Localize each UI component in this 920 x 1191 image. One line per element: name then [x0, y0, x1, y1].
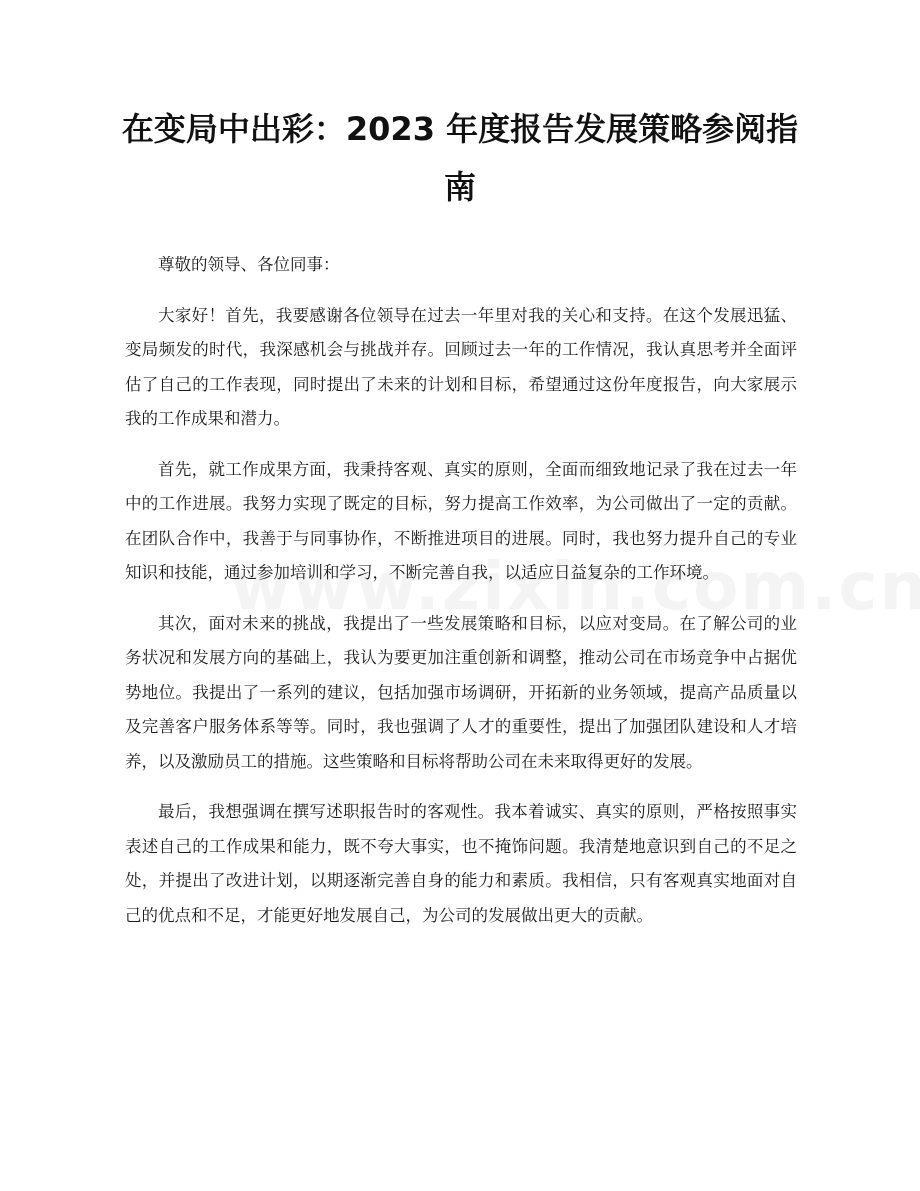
body-paragraph: 其次，面对未来的挑战，我提出了一些发展策略和目标，以应对变局。在了解公司的业务状况和发展方向的基础上，我认为要更加注重创新和调整，推动公司在市场竞争中占据优势地位。我提出了一系列的建议，包括加强市场调研，开拓新的业务领域，提高产品质量以及完善客户服务体系等等。同时，我也强调了人才的重要性，提出了加强团队建设和人才培养，以及激励员工的措施。这些策略和目标将帮助公司在未来取得更好的发展。	[125, 613, 797, 771]
body-paragraph: 大家好！首先，我要感谢各位领导在过去一年里对我的关心和支持。在这个发展迅猛、变局频发的时代，我深感机会与挑战并存。回顾过去一年的工作情况，我认真思考并全面评估了自己的工作表现，同时提出了未来的计划和目标，希望通过这份年度报告，向大家展示我的工作成果和潜力。	[125, 305, 797, 428]
body-paragraph: 最后，我想强调在撰写述职报告时的客观性。我本着诚实、真实的原则，严格按照事实表述自己的工作成果和能力，既不夸大事实，也不掩饰问题。我清楚地意识到自己的不足之处，并提出了改进计划，以期逐渐完善自身的能力和素质。我相信，只有客观真实地面对自己的优点和不足，才能更好地发展自己，为公司的发展做出更大的贡献。	[125, 802, 797, 925]
salutation: 尊敬的领导、各位同事：	[158, 255, 340, 274]
body-paragraph: 首先，就工作成果方面，我秉持客观、真实的原则，全面而细致地记录了我在过去一年中的工作进展。我努力实现了既定的目标，努力提高工作效率，为公司做出了一定的贡献。在团队合作中，我善于与同事协作，不断推进项目的进展。同时，我也努力提升自己的专业知识和技能，通过参加培训和学习，不断完善自我，以适应日益复杂的工作环境。	[125, 459, 797, 582]
document-body	[125, 248, 797, 949]
document-title: 在变局中出彩：2023 年度报告发展策略参阅指南	[121, 110, 799, 206]
